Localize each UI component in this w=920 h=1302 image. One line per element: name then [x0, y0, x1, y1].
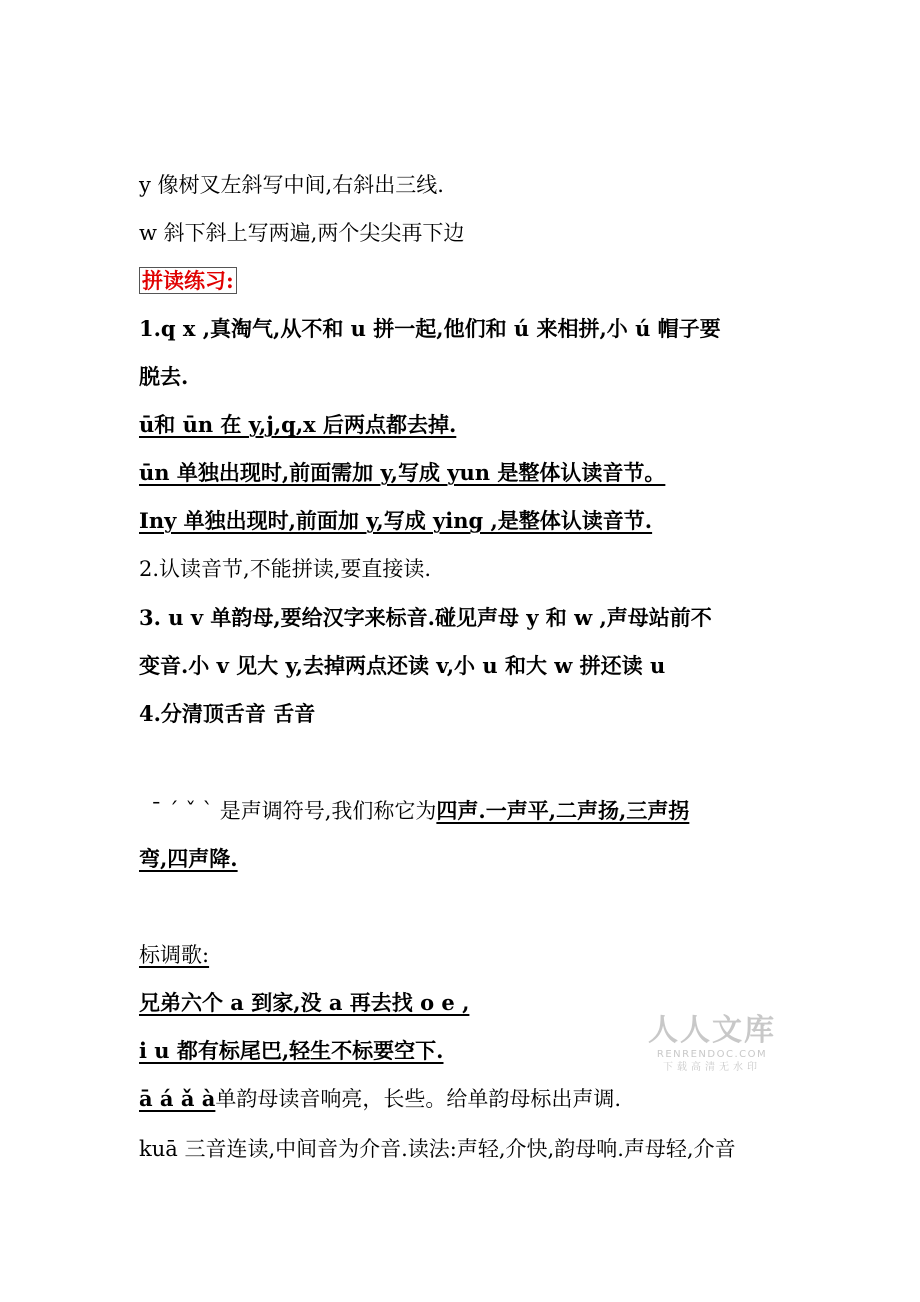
tone-example-line	[139, 1084, 621, 1114]
watermark-site: RENRENDOC.COM	[656, 1049, 768, 1060]
text-line: kuā 三音连读,中间音为介音.读法:声轻,介快,韵母响.声母轻,介音	[139, 1137, 736, 1161]
tone-song-title: 标调歌:	[139, 943, 210, 967]
tone-song-line: i u 都有标尾巴,轻生不标要空下.	[139, 1038, 444, 1063]
watermark	[648, 1014, 776, 1074]
text-line: 变音.小 v 见大 y,去掉两点还读 v,小 u 和大 w 拼还读 u	[139, 653, 666, 678]
watermark-tagline: 下载高清无水印	[663, 1062, 761, 1073]
tone-example-vowels: ā á ǎ à	[139, 1086, 216, 1111]
four-tones-cont: 弯,四声降.	[139, 846, 238, 871]
four-tones-underlined: 四声.一声平,二声扬,三声拐	[436, 798, 690, 823]
section-heading	[139, 266, 237, 296]
tone-song-line: 兄弟六个 a 到家,没 a 再去找 o e ,	[139, 990, 470, 1015]
text-line: 1.q x ,真淘气,从不和 u 拼一起,他们和 ú 来相拼,小 ú 帽子要	[139, 316, 721, 341]
tone-marks-intro: ˉ ˊ ˇ ˋ 是声调符号,我们称它为	[151, 799, 437, 823]
text-line: w 斜下斜上写两遍,两个尖尖再下边	[139, 221, 465, 245]
rule-line-underlined: Iny 单独出现时,前面加 y,写成 ying ,是整体认读音节.	[139, 508, 653, 533]
tone-example-text: 单韵母读音响亮，长些。给单韵母标出声调.	[215, 1087, 622, 1111]
text-line: y 像树叉左斜写中间,右斜出三线.	[139, 173, 444, 197]
text-line: 2.认读音节,不能拼读,要直接读.	[139, 557, 432, 581]
tone-marks-line	[139, 796, 689, 826]
text-line: 脱去.	[139, 364, 189, 389]
watermark-logo: 人人文库	[648, 1013, 776, 1048]
rule-line-underlined: ūn 单独出现时,前面需加 y,写成 yun 是整体认读音节。	[139, 460, 666, 485]
text-line: 3. u v 单韵母,要给汉字来标音.碰见声母 y 和 w ,声母站前不	[139, 605, 712, 630]
rule-line-underlined: ū和 ūn 在 y,j,q,x 后两点都去掉.	[139, 412, 457, 437]
text-line: 4.分清顶舌音 舌音	[139, 701, 316, 726]
practice-heading-box: 拼读练习:	[139, 267, 237, 294]
